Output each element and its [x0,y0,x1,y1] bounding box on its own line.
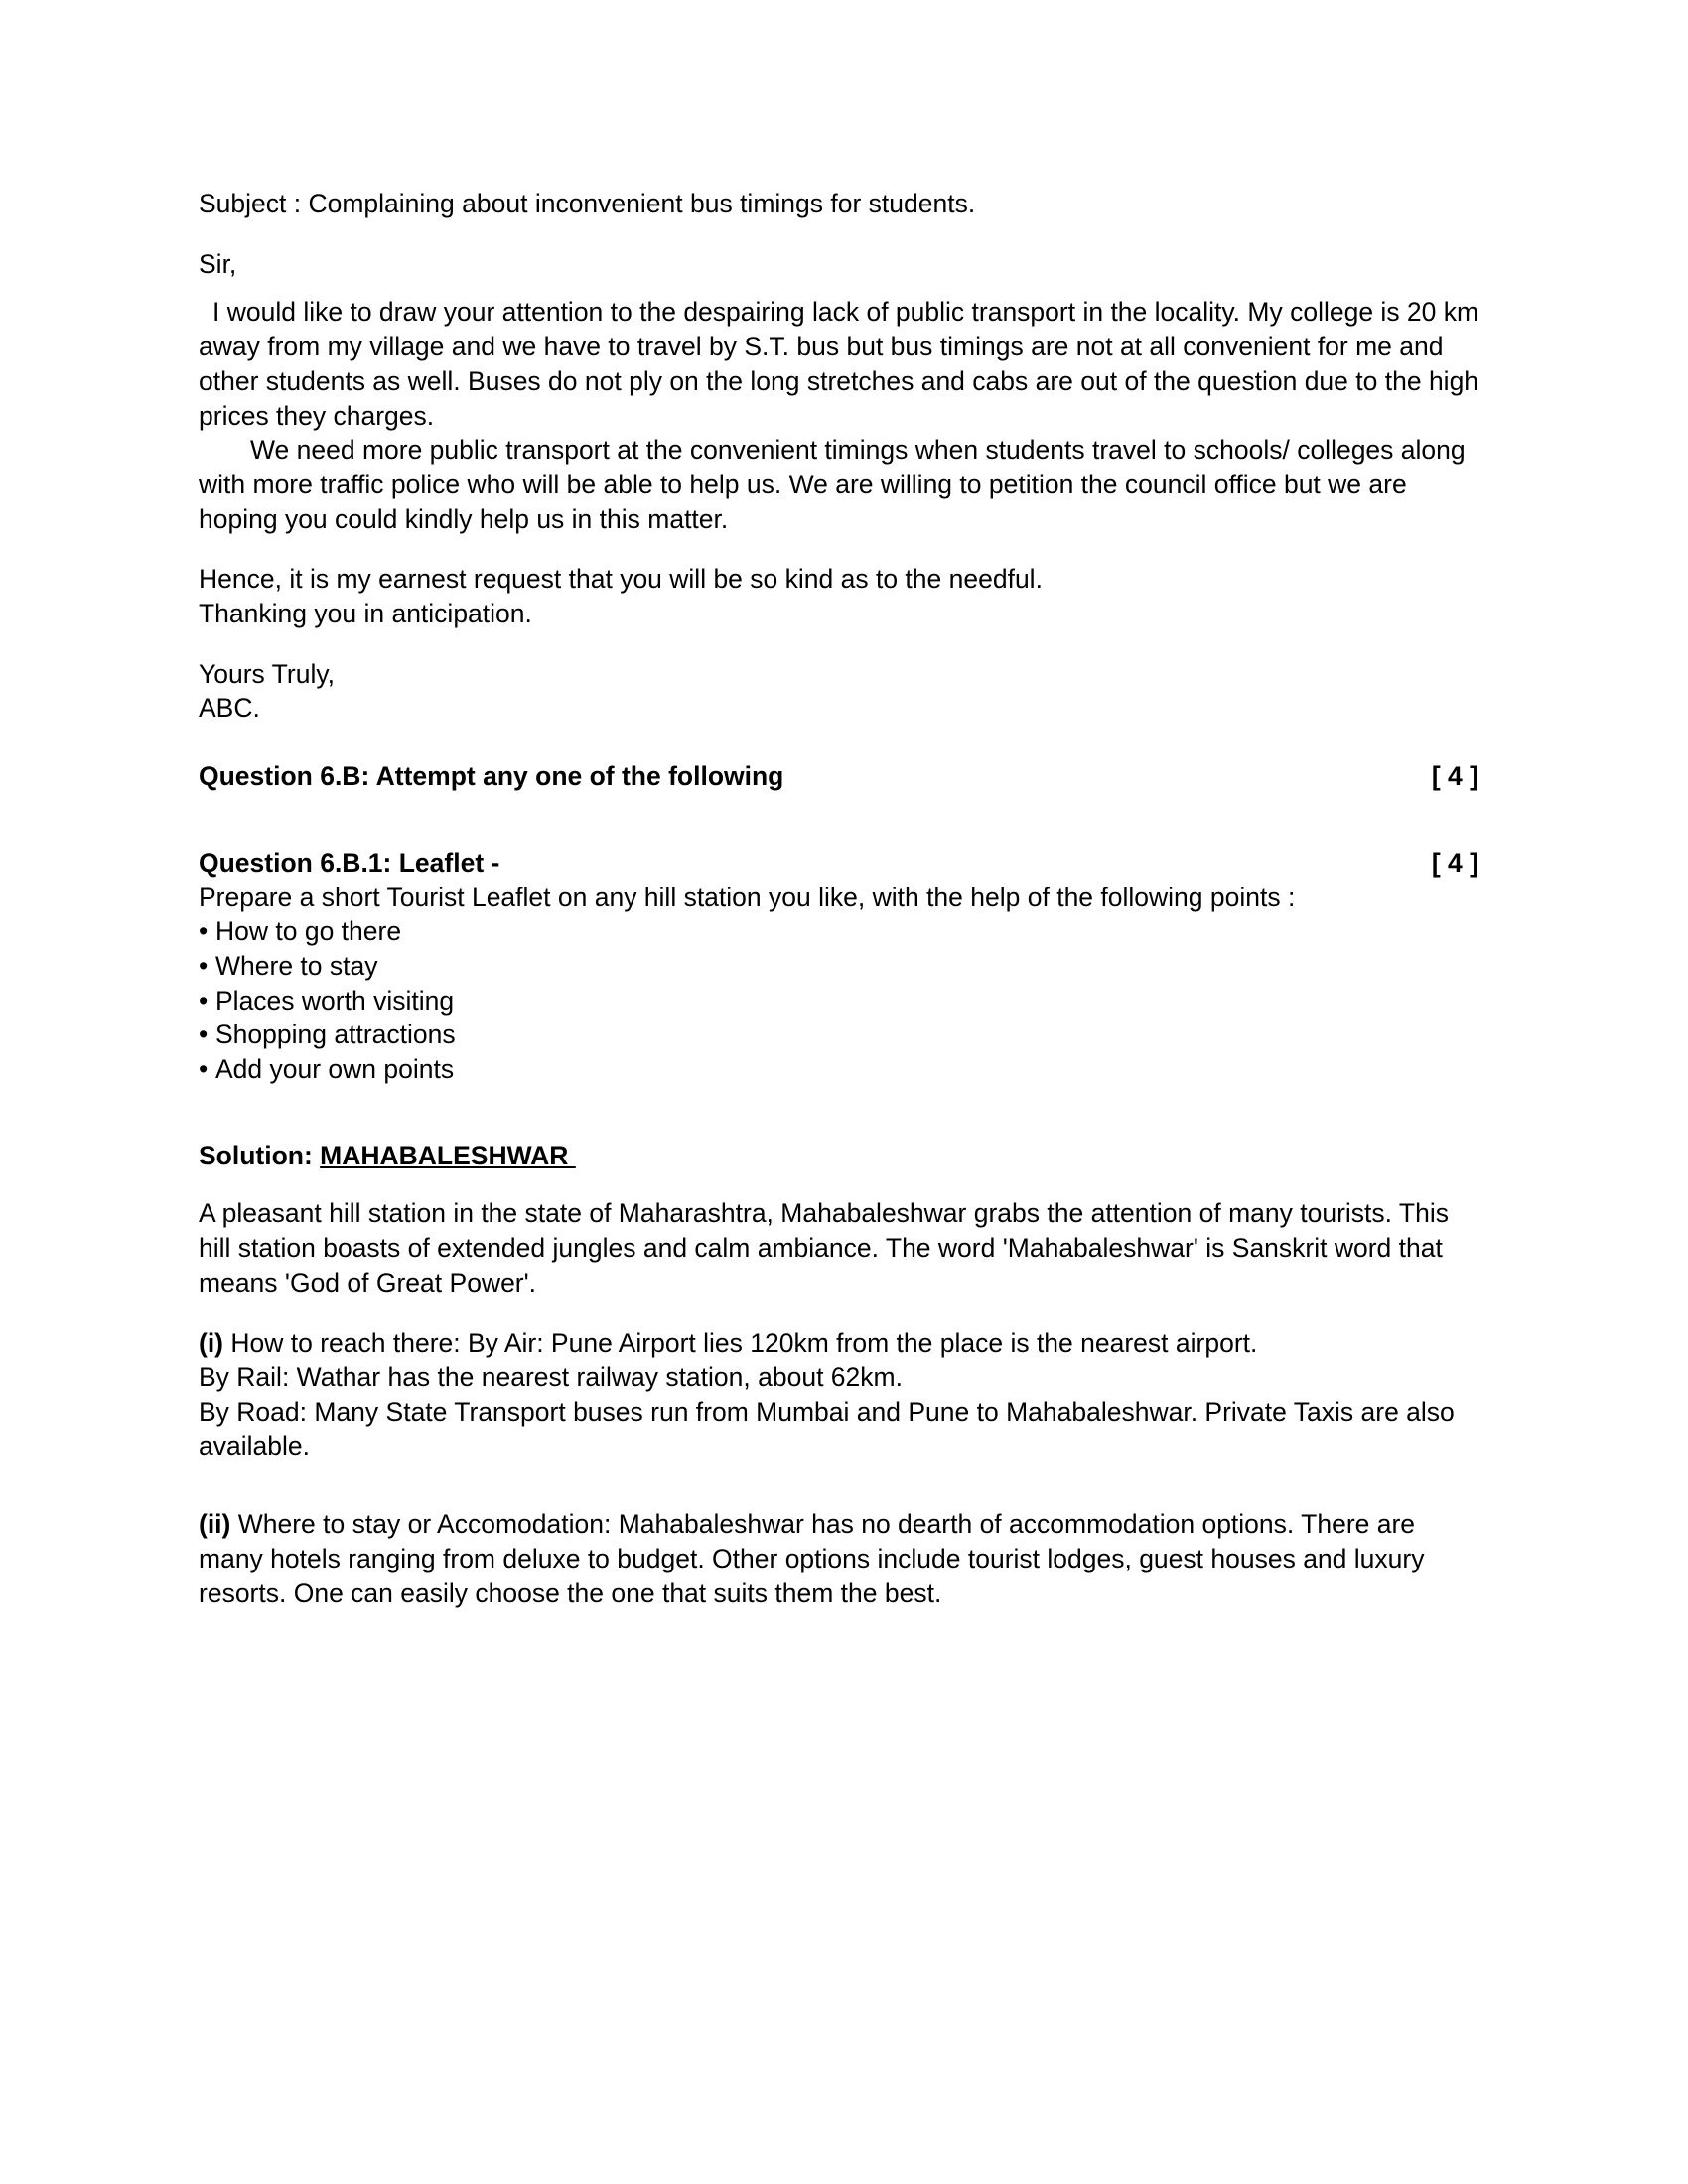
list-item-label: Places worth visiting [215,985,455,1016]
letter-signoff-line-1: Yours Truly, [199,658,335,689]
solution-title: MAHABALESHWAR [320,1140,576,1170]
solution-intro-line-2: hill station boasts of extended jungles and calm ambiance. The word 'Mahabaleshwar' is Sanskrit word that means 'God of Great Power'. [199,1233,1443,1297]
solution-section-ii-marker: (ii) [199,1509,231,1540]
question-6b1-heading-row [199,846,1484,881]
letter-body-paragraph-3: with more traffic police who will be able to help us. We are willing to petition the council office but we are hoping you could kindly help us in this matter. [199,469,1407,534]
document-body [199,187,1484,1611]
solution-section-ii [199,1507,1484,1610]
letter-signoff [199,657,1484,726]
solution-section-i-line-3: By Road: Many State Transport buses run from Mumbai and Pune to Mahabaleshwar. Private Taxis are also available. [199,1396,1455,1461]
solution-section-i [199,1326,1484,1361]
solution-section-ii-line-1: Where to stay or Accomodation: Mahabaleshwar has no dearth of accommodation options. There are many hotels ranging from deluxe to budget. Other options include tourist lodges, guest houses and luxury resorts. One can easily choose the one that suits them the best. [199,1509,1425,1608]
list-item [199,914,1484,949]
leaflet-points-list [199,914,1484,1087]
list-item [199,1018,1484,1052]
spacer [199,1087,1484,1139]
spacer [199,794,1484,846]
letter-closing-line-1: Hence, it is my earnest request that you will be so kind as to the needful. [199,564,1043,595]
bullet-icon: • [199,1020,209,1050]
list-item-label: How to go there [215,916,402,947]
letter-signoff-line-2: ABC. [199,693,260,724]
letter-body-paragraph-2-text: We need more public transport at the convenient timings when students travel to schools/ colleges along [250,435,1466,466]
list-item [199,949,1484,984]
letter-closing [199,562,1484,630]
question-6b1-instruction: Prepare a short Tourist Leaflet on any hill station you like, with the help of the following points : [199,882,1296,912]
letter-body-paragraph-2 [199,433,1484,468]
letter-subject: Subject : Complaining about inconvenient bus timings for students. [199,189,976,218]
question-6b1-marks: [ 4 ] [1431,847,1478,878]
question-6b-heading: Question 6.B: Attempt any one of the following [199,761,784,792]
letter-body-paragraph-1-text: I would like to draw your attention to the despairing lack of public transport in the locality. My college is 20 km away from my village and we have to travel by S.T. bus but bus timings are not at all convenient for me and other students as well. Buses do not ply on the long stretches and cabs are out of the question due to the high prices they charges. [199,297,1479,431]
question-6b-heading-row [199,759,1484,794]
list-item [199,1052,1484,1087]
list-item-label: Add your own points [215,1054,455,1085]
solution-section-i-line-2: By Rail: Wathar has the nearest railway station, about 62km. [199,1362,903,1393]
bullet-icon: • [199,985,209,1016]
solution-label: Solution: [199,1140,321,1170]
list-item-label: Where to stay [215,950,378,981]
bullet-icon: • [199,950,209,981]
letter-salutation: Sir, [199,248,237,279]
question-6b-marks: [ 4 ] [1431,761,1478,792]
solution-heading [199,1139,1484,1173]
list-item-label: Shopping attractions [215,1020,456,1050]
letter-body-paragraph-1 [199,295,1484,433]
bullet-icon: • [199,1054,209,1085]
solution-section-i-line-1: How to reach there: By Air: Pune Airport lies 120km from the place is the nearest airport. [223,1327,1258,1358]
letter-closing-line-2: Thanking you in anticipation. [199,599,532,629]
question-6b1-heading: Question 6.B.1: Leaflet - [199,847,500,878]
bullet-icon: • [199,916,209,947]
solution-intro-line-1: A pleasant hill station in the state of Maharashtra, Mahabaleshwar grabs the attention of many tourists. This [199,1198,1449,1229]
solution-section-i-marker: (i) [199,1327,224,1358]
list-item [199,984,1484,1019]
